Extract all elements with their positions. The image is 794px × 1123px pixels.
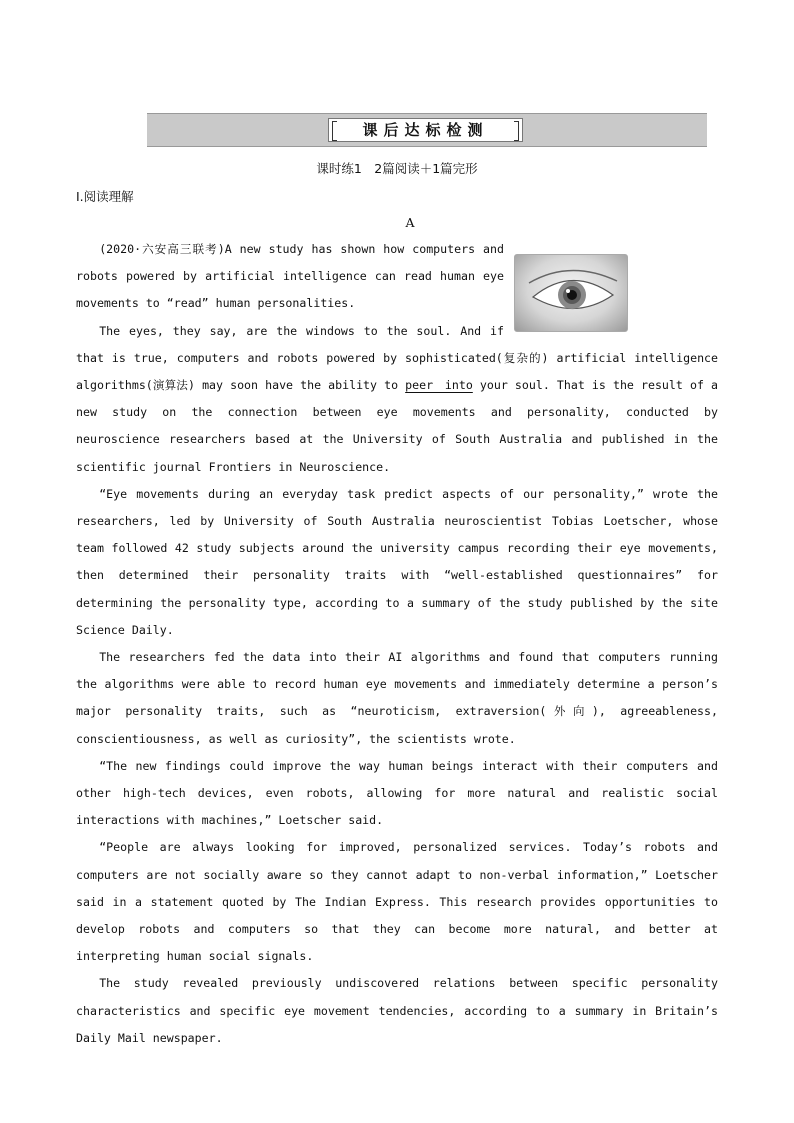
paragraph-6: “People are always looking for improved, personalized services. Today’s robots and computers are not socially aware so they cannot adapt to non-verbal information,” Loetscher said in a statement quoted by The Indian Express. This research provides opportunities to develop robots and computers so that they can become more natural, and better at interpreting human social signals. (76, 840, 718, 964)
paragraph-1: (2020·六安高三联考)A new study has shown how computers and robots powered by artificial intelligence can read human eye movements to “read” human personalities. (76, 242, 504, 311)
eye-photo (514, 254, 628, 332)
paragraph-5: “The new findings could improve the way human beings interact with their computers and other high-tech devices, even robots, allowing for more natural and realistic social interactions with machines,” Loetscher said. (76, 758, 718, 828)
paragraph-2: The eyes, they say, are the windows to the soul. And if that is true, computers and robots powered by sophisticated(复杂的) artificial intelligence algorithms(演算法) may soon have the ability to peer into your soul. That is the result of a new study on the connection between eye movements and personality, conducted by neuroscience researchers based at the University of South Australia and published in the scientific journal Frontiers in Neuroscience. (76, 323, 719, 474)
section-title: Ⅰ.阅读理解 (76, 189, 134, 204)
lesson-title: 课时练1 2篇阅读＋1篇完形 (316, 161, 478, 176)
source-tag: (2020·六安高三联考) (99, 242, 225, 256)
passage-letter: A (405, 215, 415, 230)
paragraph-3: “Eye movements during an everyday task predict aspects of our personality,” wrote the researchers, led by University of South Australia neuroscientist Tobias Loetscher, whose team followed 42 study subjects around the university campus recording their eye movements, then determined their personality traits with “well-established questionnaires” for determining the personality type, according to a summary of the study published by the site Science Daily. (76, 486, 718, 637)
float-robots: robots (76, 269, 118, 284)
banner-title: 课后达标检测 (328, 118, 523, 142)
paragraph-7: The study revealed previously undiscovered relations between specific personality characteristics and specific eye movement tendencies, according to a summary in Britain’s Daily Mail newspaper. (76, 976, 718, 1045)
header-banner (147, 113, 707, 147)
paragraph-4: The researchers fed the data into their AI algorithms and found that computers running the algorithms were able to record human eye movements and immediately determine a person’s major personality traits, such as “neuroticism, extraversion(外向), agreeableness, conscientiousness, as well as curiosity”, the scientists wrote. (76, 650, 718, 746)
article-body (76, 236, 718, 1052)
underlined-phrase: peer into (405, 378, 473, 393)
